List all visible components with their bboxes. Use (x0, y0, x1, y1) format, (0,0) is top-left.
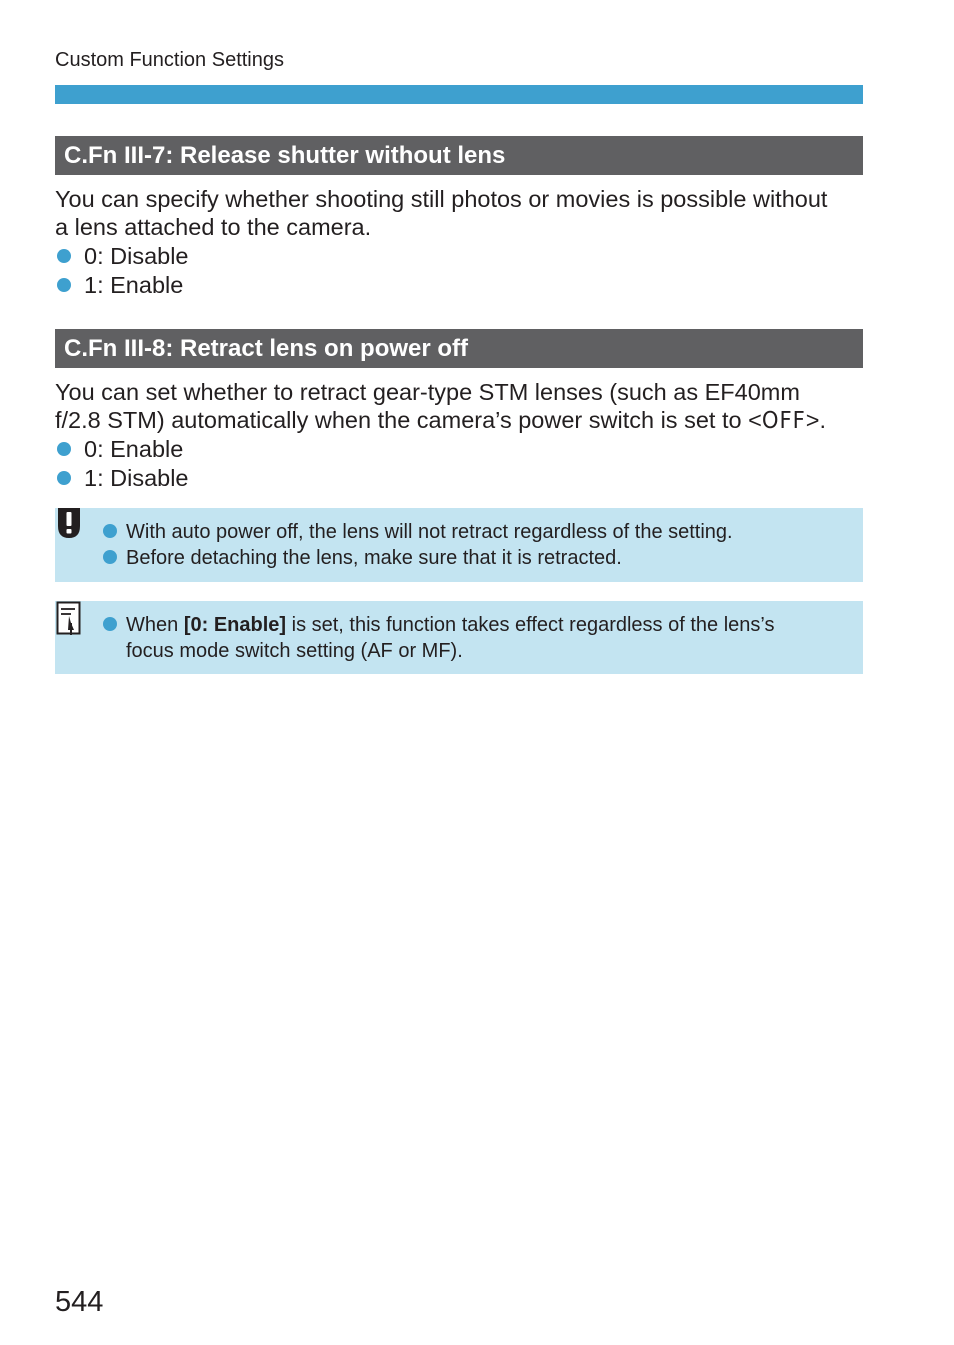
bullet-dot-icon (57, 278, 71, 292)
option-label: 0: Enable (84, 436, 184, 462)
memo-icon (56, 601, 82, 637)
info-note-item (103, 612, 774, 664)
option-label: 1: Enable (84, 272, 184, 298)
description-line: You can set whether to retract gear-type STM lenses (such as EF40mm (55, 379, 800, 405)
description-line: You can specify whether shooting still photos or movies is possible without (55, 186, 828, 212)
option-item (55, 242, 189, 270)
header-accent-bar (55, 85, 863, 104)
option-item (55, 435, 183, 463)
info-note-setting-name: [0: Enable] (183, 614, 287, 636)
description-text: f/2.8 STM) automatically when the camera’s power switch is set to < (55, 407, 762, 433)
description-line: a lens attached to the camera. (55, 214, 372, 240)
caution-note-item (103, 545, 622, 571)
section-description-cfn-iii-7 (55, 185, 863, 241)
option-item (55, 271, 183, 299)
section-heading-cfn-iii-8: C.Fn III-8: Retract lens on power off (55, 329, 863, 368)
page-number: 544 (55, 1286, 104, 1318)
option-label: 0: Disable (84, 243, 189, 269)
caution-note-item (103, 519, 733, 545)
description-line (55, 406, 863, 434)
description-text: >. (805, 407, 827, 433)
option-item (55, 464, 189, 492)
info-note-text-part: When (126, 614, 184, 636)
section-description-cfn-iii-8 (55, 378, 863, 434)
bullet-dot-icon (103, 524, 117, 538)
caution-icon (54, 508, 84, 538)
bullet-dot-icon (57, 249, 71, 263)
caution-note-text: Before detaching the lens, make sure that it is retracted. (126, 547, 622, 569)
info-note-text-part: focus mode switch setting (AF or MF). (126, 640, 463, 662)
running-header: Custom Function Settings (55, 49, 284, 71)
info-note-text (126, 612, 774, 664)
section-heading-cfn-iii-7: C.Fn III-7: Release shutter without lens (55, 136, 863, 175)
info-note-text-part: is set, this function takes effect regardless of the lens’s (286, 614, 775, 636)
bullet-dot-icon (57, 442, 71, 456)
caution-note-text: With auto power off, the lens will not retract regardless of the setting. (126, 521, 733, 543)
bullet-dot-icon (103, 550, 117, 564)
bullet-dot-icon (103, 617, 117, 631)
bullet-dot-icon (57, 471, 71, 485)
option-label: 1: Disable (84, 465, 189, 491)
power-off-symbol: OFF (761, 406, 806, 434)
